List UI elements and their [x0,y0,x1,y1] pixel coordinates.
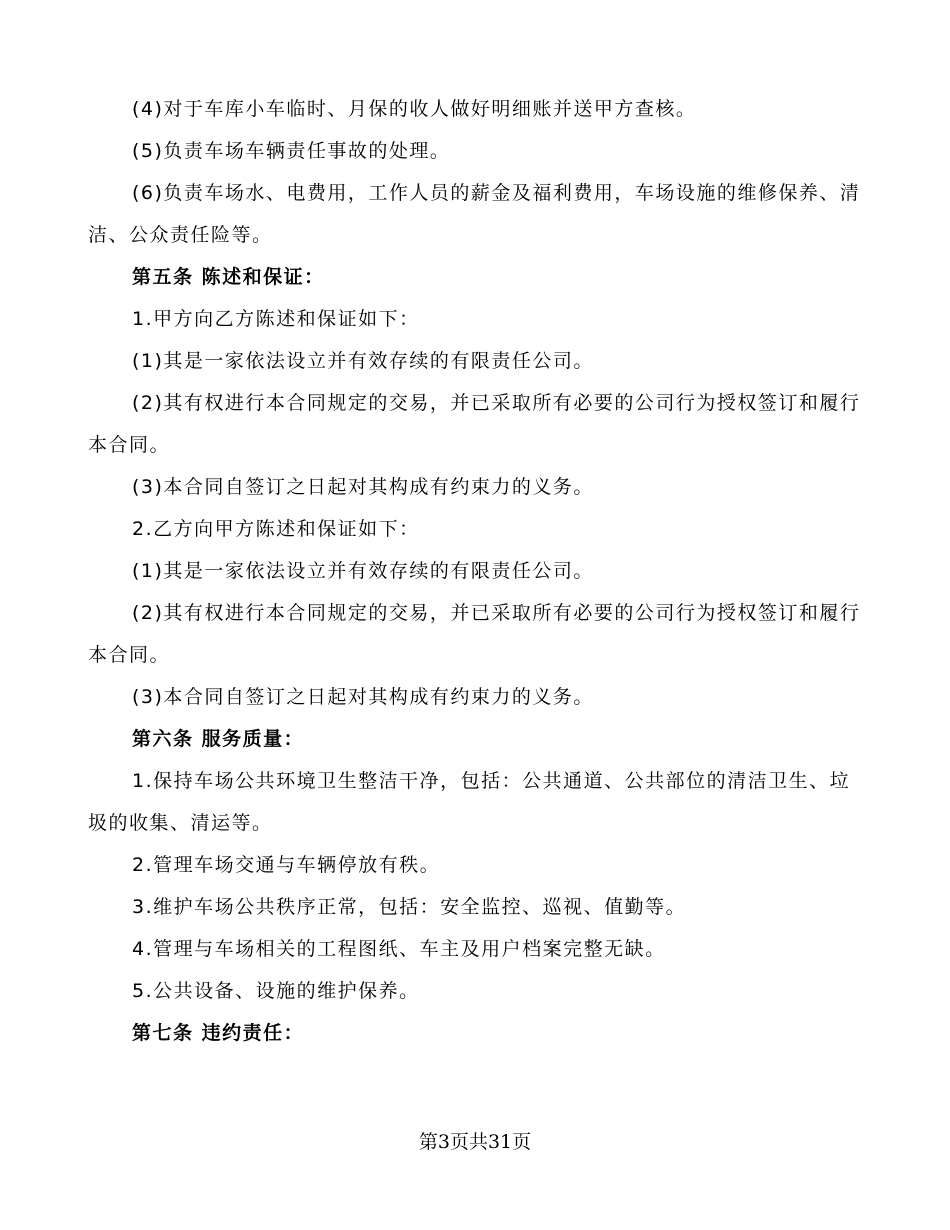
section-heading: 第五条 陈述和保证： [132,266,325,288]
paragraph: (2)其有权进行本合同规定的交易，并已采取所有必要的公司行为授权签订和履行本合同。 [88,602,861,666]
paragraph: (4)对于车库小车临时、月保的收人做好明细账并送甲方查核。 [132,98,697,120]
document-body [88,88,868,1054]
paragraph: 2.乙方向甲方陈述和保证如下： [132,518,420,540]
paragraph: (1)其是一家依法设立并有效存续的有限责任公司。 [132,560,594,582]
paragraph: (1)其是一家依法设立并有效存续的有限责任公司。 [132,350,594,372]
paragraph: 1.保持车场公共环境卫生整洁干净，包括：公共通道、公共部位的清洁卫生、垃圾的收集、清运等。 [88,770,851,834]
section-heading: 第七条 违约责任： [132,1022,305,1044]
paragraph: 5.公共设备、设施的维护保养。 [132,980,420,1002]
paragraph: 2.管理车场交通与车辆停放有秩。 [132,854,441,876]
paragraph: (6)负责车场水、电费用，工作人员的薪金及福利费用，车场设施的维修保养、清洁、公众责任险等。 [88,182,861,246]
paragraph: (5)负责车场车辆责任事故的处理。 [132,140,451,162]
paragraph: 3.维护车场公共秩序正常，包括：安全监控、巡视、值勤等。 [132,896,687,918]
paragraph: (3)本合同自签订之日起对其构成有约束力的义务。 [132,686,594,708]
page-footer: 第3页共31页 [418,1131,532,1153]
paragraph: 1.甲方向乙方陈述和保证如下： [132,308,420,330]
paragraph: 4.管理与车场相关的工程图纸、车主及用户档案完整无缺。 [132,938,666,960]
section-heading: 第六条 服务质量： [132,728,305,750]
paragraph: (2)其有权进行本合同规定的交易，并已采取所有必要的公司行为授权签订和履行本合同。 [88,392,861,456]
paragraph: (3)本合同自签订之日起对其构成有约束力的义务。 [132,476,594,498]
